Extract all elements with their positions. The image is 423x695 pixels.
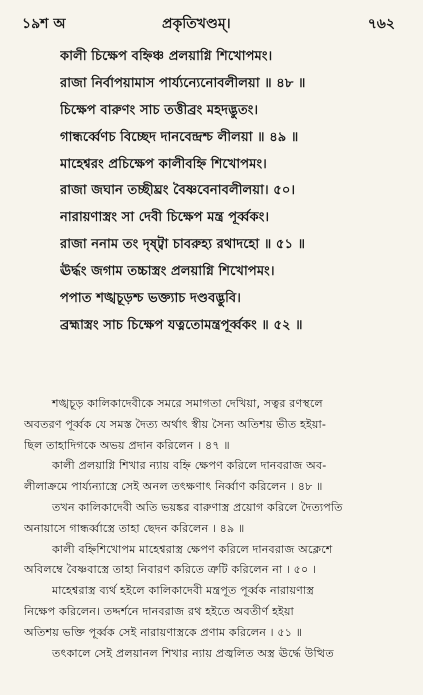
verse-line: রাজা জঘান তচ্ছীঘ্রং বৈষ্ণবেনাবলীলয়া। ৫০। — [60, 183, 296, 199]
commentary-line: কালী প্রলয়াগ্নি শিখার ন্যায় বহ্নি ক্ষেপণ করিলে দানবরাজ অব- — [52, 459, 327, 473]
verse-line: রাজা ননাম তং দৃষ্ট্বা চাবরুহ্য রথাদহো ॥ ৫১ ॥ — [60, 237, 306, 253]
commentary-line: অবিলম্বে বৈষ্ণবাস্ত্রে তাহা নিবারণ করিতে ত্রুটি করিলেন না । ৫০ । — [24, 563, 317, 577]
page-header — [22, 12, 395, 34]
verse-line: কালী চিক্ষেপ বহ্নিঞ্চ প্রলয়াগ্নি শিখোপমং। — [60, 49, 273, 64]
sanskrit-verses — [60, 44, 405, 340]
bengali-commentary — [24, 394, 404, 664]
page-title: প্রকৃতিখণ্ডম্। — [162, 16, 231, 32]
verse-line: পপাত শঙ্খচূড়শ্চ ভক্ত্যাচ দণ্ডবদ্ভুবি। — [60, 291, 241, 307]
verse-line: রাজা নির্বাপয়ামাস পার্য্যন্যেনোবলীলয়া ॥ ৪৮ ॥ — [60, 75, 306, 91]
verse-line: গান্ধর্ব্বেণচ বিচ্ছেদ দানবেন্দ্রশ্চ লীলয়া ॥ ৪৯ ॥ — [60, 129, 299, 145]
commentary-line: লীলাক্রমে পার্য্যন্যাস্ত্রে সেই অনল তৎক্ষণাৎ নির্ব্বাণ করিলেন । ৪৮ ॥ — [24, 480, 323, 494]
verse-line: ঊর্দ্ধং জগাম তচ্চাস্ত্রং প্রলয়াগ্নি শিখোপমং। — [60, 264, 275, 280]
commentary-line: শঙ্খচূড় কালিকাদেবীকে সমরে সমাগতা দেখিয়া, সত্বর রণস্থলে — [52, 397, 323, 410]
verse-line: ব্রহ্মাস্ত্রং সাচ চিক্ষেপ যত্নতোমন্ত্রপূর্ব্বকং ॥ ৫২ ॥ — [60, 317, 303, 333]
commentary-line: তখন কালিকাদেবী অতি ভয়ঙ্কর বারুণাস্ত্র প্রয়োগ করিলে দৈত্যপতি — [52, 500, 343, 514]
page-number: ৭৬২ — [367, 16, 395, 32]
commentary-line: অবতরণ পূর্ব্বক যে সমস্ত দৈত্য অর্থাৎ স্বীয় সৈন্য অতিশয় ভীত হইয়া- — [24, 417, 326, 431]
verse-line: মাহেশ্বরং প্রচিক্ষেপ কালীবহ্নি শিখোপমং। — [60, 156, 267, 172]
commentary-line: নিক্ষেপ করিলেন। তদ্দর্শনে দানবরাজ রথ হইতে অবতীর্ণ হইয়া — [24, 604, 294, 618]
commentary-line: অনায়াসে গান্ধর্ব্বাস্ত্রে তাহা ছেদন করিলেন । ৪৯ ॥ — [24, 521, 245, 535]
verse-line: নারায়ণাস্ত্রং সা দেবী চিক্ষেপ মন্ত্র পূর্ব্বকং। — [60, 210, 270, 226]
verse-line: চিক্ষেপ বারুণং সাচ তত্তীব্রং মহদদ্ভুতং। — [60, 102, 259, 118]
commentary-line: মাহেশ্বরাস্ত্র ব্যর্থ হইলে কালিকাদেবী মন্ত্রপূত পূর্ব্বক নারায়ণাস্ত্র — [52, 584, 315, 598]
commentary-line: তৎকালে সেই প্রলয়ানল শিখার ন্যায় প্রজ্বলিত অস্ত্র ঊর্দ্ধে উত্থিত — [52, 646, 334, 660]
commentary-line: কালী বহ্নিশিখোপম মাহেশ্বরাস্ত্র ক্ষেপণ করিলে দানবরাজ অক্লেশে — [52, 542, 333, 556]
chapter-label: ১৯শ অ — [22, 16, 66, 32]
commentary-line: অতিশয় ভক্তি পূর্ব্বক সেই নারায়ণাস্ত্রকে প্রণাম করিলেন । ৫১ ॥ — [24, 625, 303, 639]
commentary-line: ছিল তাহাদিগকে অভয় প্রদান করিলেন । ৪৭ ॥ — [24, 438, 230, 452]
